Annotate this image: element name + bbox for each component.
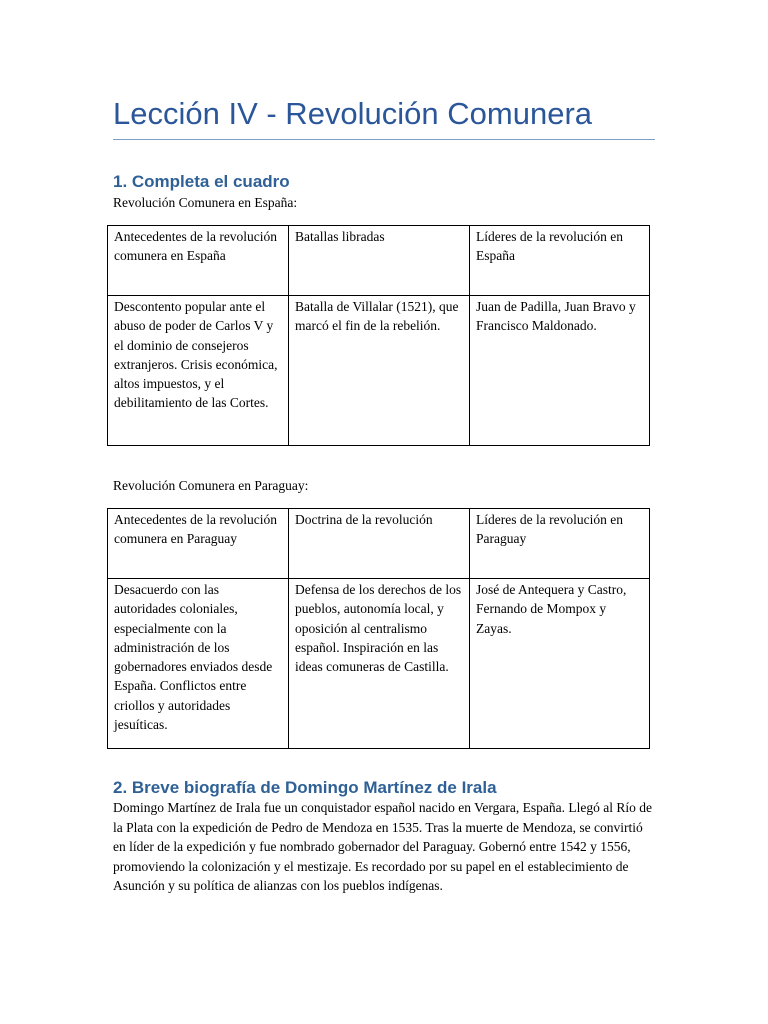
table-header-cell: Batallas libradas [289,226,470,296]
table-cell: Juan de Padilla, Juan Bravo y Francisco Maldonado. [470,296,650,446]
section-2-heading: 2. Breve biografía de Domingo Martínez de Irala [113,778,497,797]
paraguay-table-caption: Revolución Comunera en Paraguay: [113,478,309,493]
spain-table [107,225,650,446]
document-title: Lección IV - Revolución Comunera [113,96,593,131]
table-row [108,296,650,446]
table-cell: José de Antequera y Castro, Fernando de Mompox y Zayas. [470,579,650,749]
table-header-cell: Antecedentes de la revolución comunera en Paraguay [108,509,289,579]
table-header-cell: Líderes de la revolución en Paraguay [470,509,650,579]
table-header-row [108,226,650,296]
table-cell: Desacuerdo con las autoridades coloniales, especialmente con la administración de los gobernadores enviados desde España. Conflictos entre criollos y autoridades jesuíticas. [108,579,289,749]
table-row [108,579,650,749]
table-cell: Defensa de los derechos de los pueblos, autonomía local, y oposición al centralismo español. Inspiración en las ideas comuneras de Castilla. [289,579,470,749]
table-cell: Descontento popular ante el abuso de poder de Carlos V y el dominio de consejeros extranjeros. Crisis económica, altos impuestos, y el debilitamiento de las Cortes. [108,296,289,446]
table-header-row [108,509,650,579]
spain-table-caption: Revolución Comunera en España: [113,195,298,210]
table-header-cell: Líderes de la revolución en España [470,226,650,296]
table-header-cell: Doctrina de la revolución [289,509,470,579]
title-underline [113,139,655,140]
table-header-cell: Antecedentes de la revolución comunera en España [108,226,289,296]
paraguay-table [107,508,650,749]
biography-paragraph: Domingo Martínez de Irala fue un conquistador español nacido en Vergara, España. Llegó al Río de la Plata con la expedición de Pedro de Mendoza en 1535. Tras la muerte de Mendoza, se convirtió en líder de la expedición y fue nombrado gobernador del Paraguay. Gobernó entre 1542 y 1556, promoviendo la colonización y el mestizaje. Es recordado por su papel en el establecimiento de Asunción y su política de alianzas con los pueblos indígenas. [113,800,652,893]
table-cell: Batalla de Villalar (1521), que marcó el fin de la rebelión. [289,296,470,446]
section-1-heading: 1. Completa el cuadro [113,172,290,191]
